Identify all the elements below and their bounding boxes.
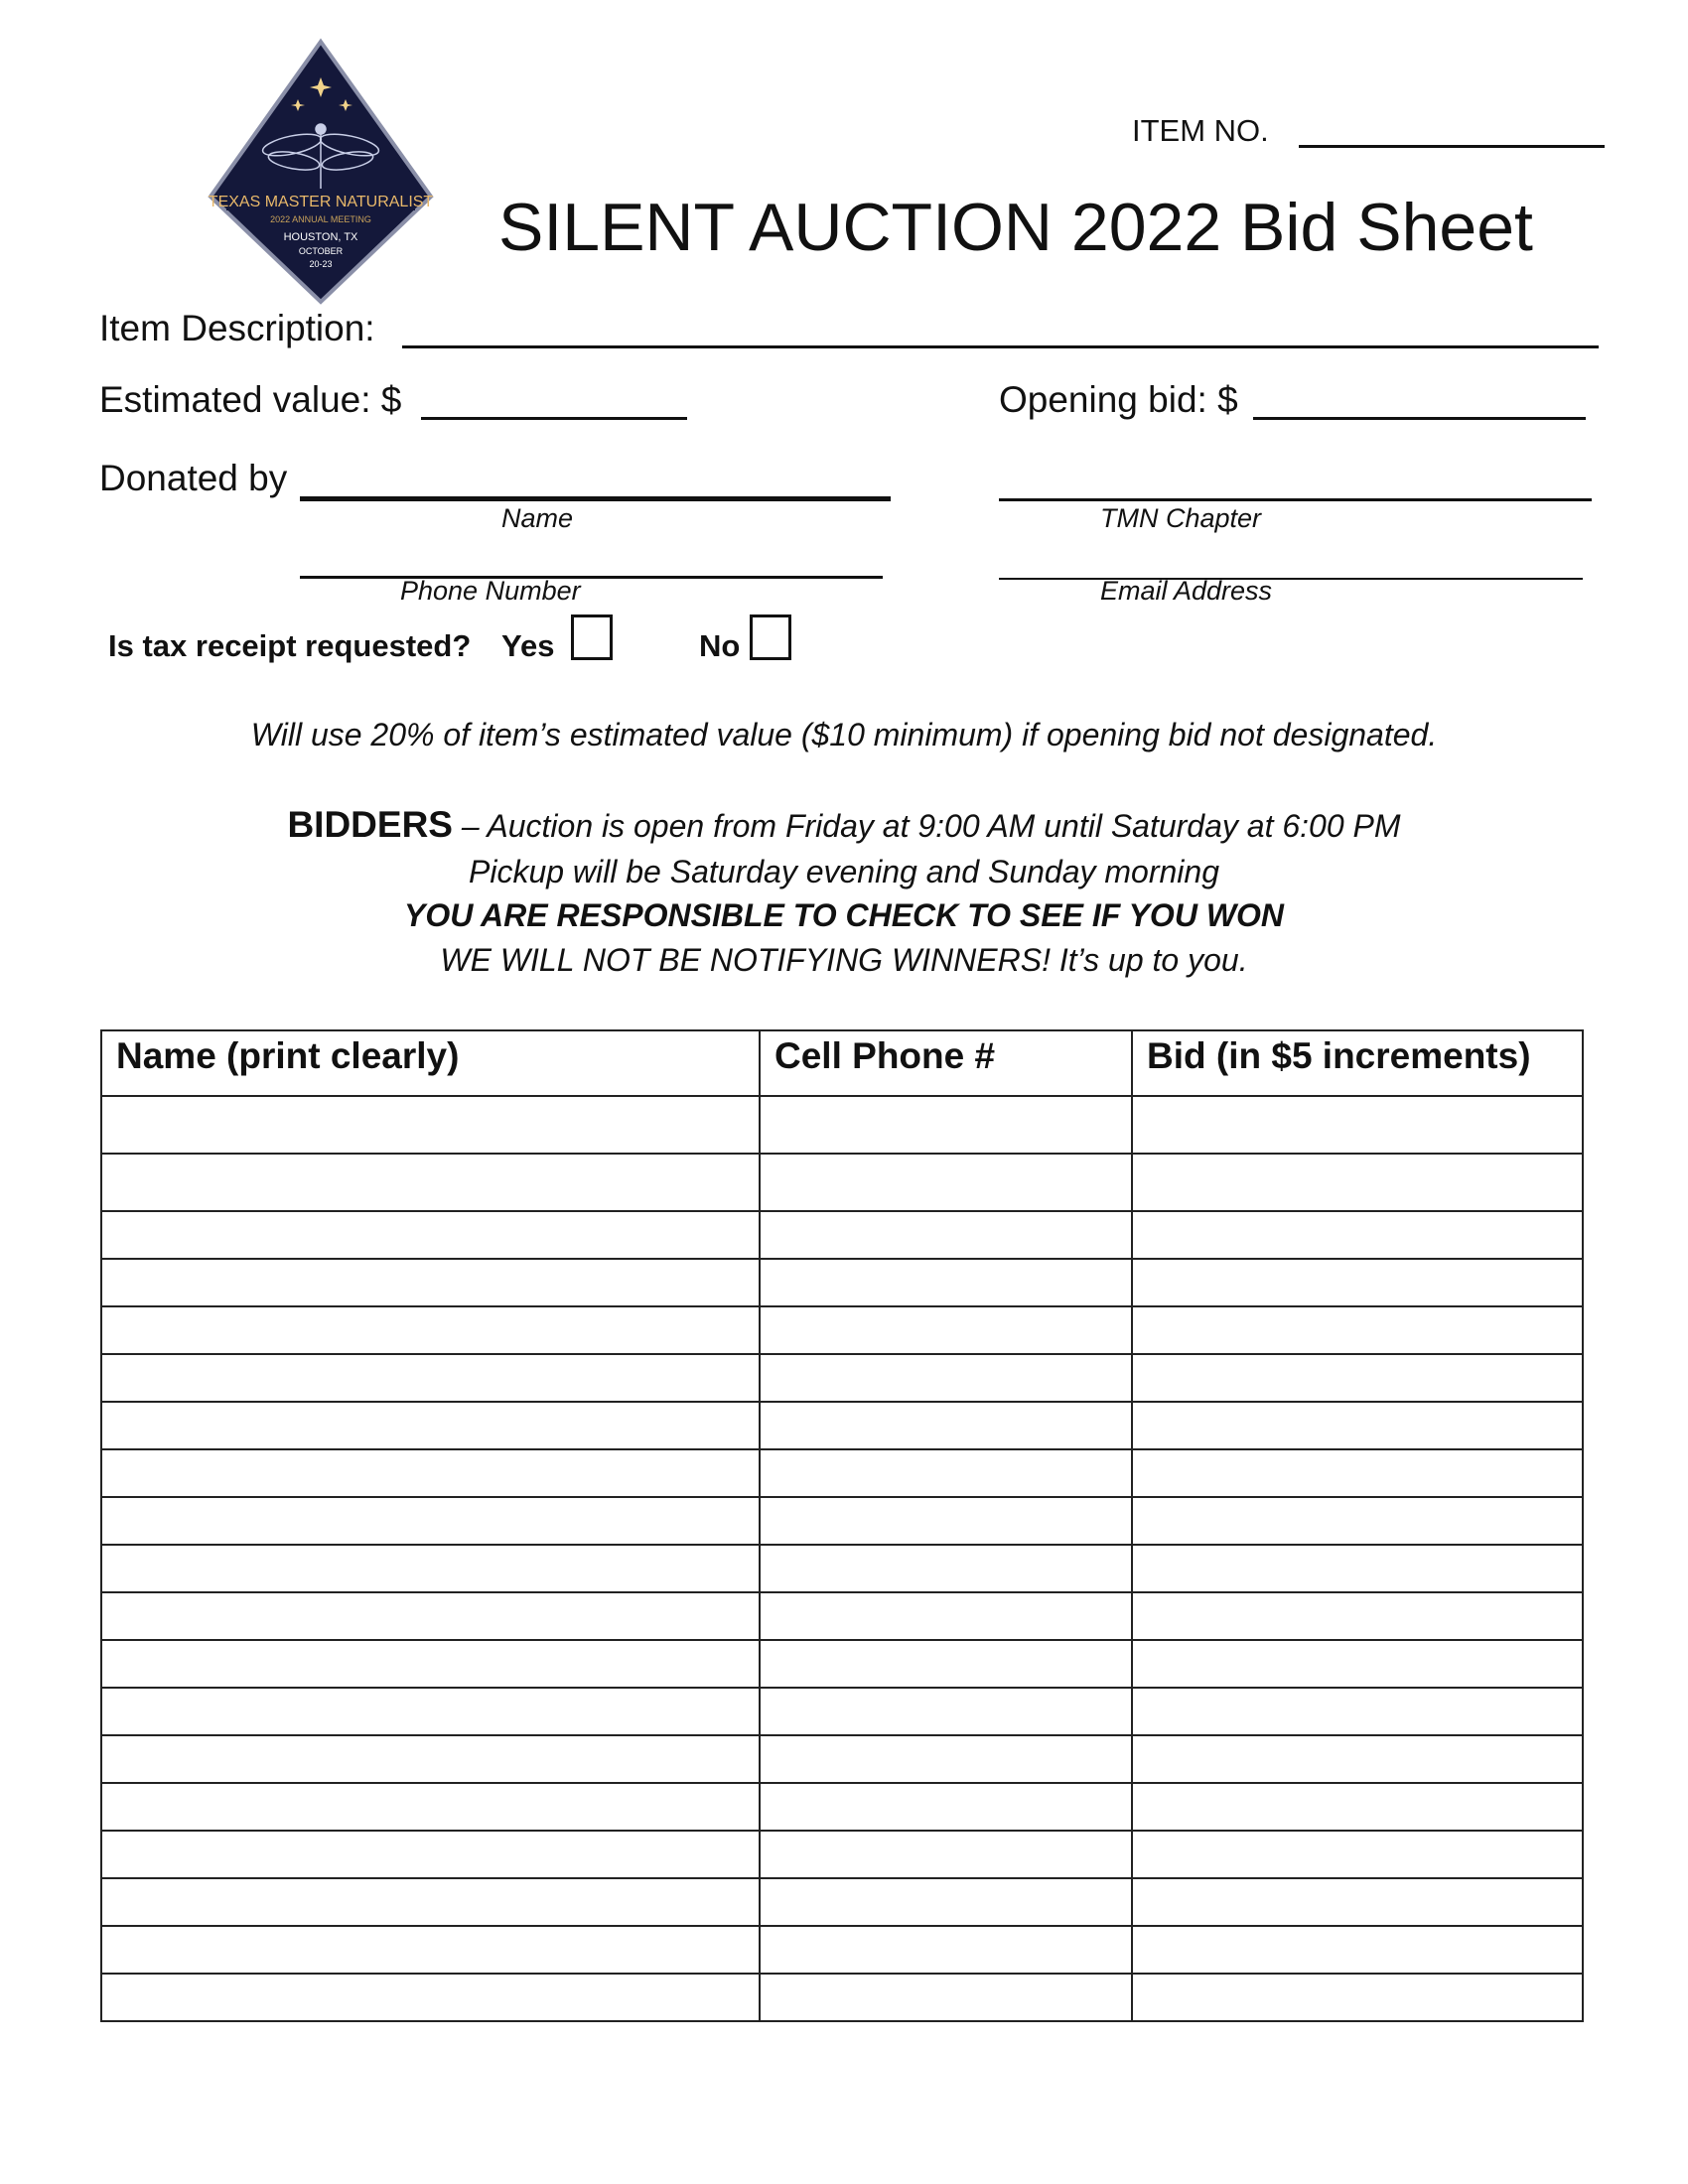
bidder-name-cell[interactable]: [101, 1640, 760, 1688]
table-row: [101, 1545, 1583, 1592]
cell-phone-cell[interactable]: [760, 1735, 1132, 1783]
bid-amount-cell[interactable]: [1132, 1402, 1583, 1449]
tax-yes-label: Yes: [501, 628, 555, 663]
tmn-chapter-line[interactable]: [999, 498, 1592, 501]
bidder-name-cell[interactable]: [101, 1402, 760, 1449]
bidder-name-cell[interactable]: [101, 1545, 760, 1592]
cell-phone-cell[interactable]: [760, 1449, 1132, 1497]
svg-text:HOUSTON, TX: HOUSTON, TX: [283, 231, 358, 243]
table-row: [101, 1974, 1583, 2021]
bidders-notice: [0, 804, 1688, 846]
item-description-line[interactable]: [402, 345, 1599, 348]
column-header-bid: Bid (in $5 increments): [1132, 1030, 1583, 1096]
bid-amount-cell[interactable]: [1132, 1096, 1583, 1154]
cell-phone-cell[interactable]: [760, 1211, 1132, 1259]
estimated-value-label: Estimated value: $: [99, 379, 402, 420]
cell-phone-cell[interactable]: [760, 1878, 1132, 1926]
column-header-name: Name (print clearly): [101, 1030, 760, 1096]
table-row: [101, 1926, 1583, 1974]
column-header-phone: Cell Phone #: [760, 1030, 1132, 1096]
cell-phone-cell[interactable]: [760, 1259, 1132, 1306]
tmn-logo: [207, 38, 435, 306]
bidder-name-cell[interactable]: [101, 1096, 760, 1154]
donated-by-label: Donated by: [99, 458, 288, 498]
page-title: SILENT AUCTION 2022 Bid Sheet: [498, 190, 1533, 265]
bid-amount-cell[interactable]: [1132, 1592, 1583, 1640]
bidder-name-cell[interactable]: [101, 1974, 760, 2021]
notify-notice: WE WILL NOT BE NOTIFYING WINNERS! It’s up to you.: [440, 942, 1248, 978]
tmn-chapter-caption: TMN Chapter: [1100, 503, 1262, 533]
table-row: [101, 1154, 1583, 1211]
phone-number-line[interactable]: [300, 576, 883, 579]
bidder-name-cell[interactable]: [101, 1306, 760, 1354]
cell-phone-cell[interactable]: [760, 1306, 1132, 1354]
cell-phone-cell[interactable]: [760, 1545, 1132, 1592]
tax-yes-checkbox[interactable]: [571, 614, 613, 660]
bid-amount-cell[interactable]: [1132, 1735, 1583, 1783]
bid-amount-cell[interactable]: [1132, 1545, 1583, 1592]
bidder-name-cell[interactable]: [101, 1735, 760, 1783]
estimated-value-line[interactable]: [421, 417, 687, 420]
logo-org-text: TEXAS MASTER NATURALIST: [208, 194, 434, 210]
bid-amount-cell[interactable]: [1132, 1306, 1583, 1354]
table-row: [101, 1096, 1583, 1154]
email-address-line[interactable]: [999, 578, 1583, 580]
bid-amount-cell[interactable]: [1132, 1259, 1583, 1306]
item-no-label: ITEM NO.: [1132, 113, 1269, 148]
cell-phone-cell[interactable]: [760, 1154, 1132, 1211]
table-row: [101, 1354, 1583, 1402]
svg-text:2022 ANNUAL MEETING: 2022 ANNUAL MEETING: [270, 214, 371, 224]
table-row: [101, 1640, 1583, 1688]
bid-amount-cell[interactable]: [1132, 1974, 1583, 2021]
bidder-name-cell[interactable]: [101, 1211, 760, 1259]
bid-amount-cell[interactable]: [1132, 1640, 1583, 1688]
cell-phone-cell[interactable]: [760, 1688, 1132, 1735]
item-description-label: Item Description:: [99, 308, 375, 348]
bidder-name-cell[interactable]: [101, 1497, 760, 1545]
donor-name-line[interactable]: [300, 496, 891, 501]
name-caption: Name: [501, 503, 574, 533]
bidder-name-cell[interactable]: [101, 1592, 760, 1640]
tax-no-checkbox[interactable]: [750, 614, 791, 660]
cell-phone-cell[interactable]: [760, 1402, 1132, 1449]
bid-amount-cell[interactable]: [1132, 1688, 1583, 1735]
bidders-text: – Auction is open from Friday at 9:00 AM until Saturday at 6:00 PM: [452, 808, 1401, 844]
bidder-name-cell[interactable]: [101, 1831, 760, 1878]
svg-text:20-23: 20-23: [309, 259, 333, 269]
bidder-name-cell[interactable]: [101, 1878, 760, 1926]
cell-phone-cell[interactable]: [760, 1592, 1132, 1640]
bid-amount-cell[interactable]: [1132, 1878, 1583, 1926]
opening-bid-line[interactable]: [1253, 417, 1586, 420]
table-header-row: [101, 1030, 1583, 1096]
table-row: [101, 1783, 1583, 1831]
bid-amount-cell[interactable]: [1132, 1831, 1583, 1878]
email-address-caption: Email Address: [1100, 576, 1273, 606]
bidder-name-cell[interactable]: [101, 1259, 760, 1306]
cell-phone-cell[interactable]: [760, 1096, 1132, 1154]
bid-table: [100, 1029, 1584, 2022]
bidders-heading: BIDDERS: [287, 804, 453, 845]
table-row: [101, 1402, 1583, 1449]
table-row: [101, 1831, 1583, 1878]
table-row: [101, 1592, 1583, 1640]
phone-number-caption: Phone Number: [400, 576, 581, 606]
table-row: [101, 1211, 1583, 1259]
table-row: [101, 1497, 1583, 1545]
table-row: [101, 1878, 1583, 1926]
bidder-name-cell[interactable]: [101, 1926, 760, 1974]
cell-phone-cell[interactable]: [760, 1497, 1132, 1545]
tax-no-label: No: [699, 628, 741, 663]
cell-phone-cell[interactable]: [760, 1354, 1132, 1402]
opening-bid-label: Opening bid: $: [999, 379, 1238, 420]
table-row: [101, 1735, 1583, 1783]
bidder-name-cell[interactable]: [101, 1783, 760, 1831]
bidder-name-cell[interactable]: [101, 1154, 760, 1211]
table-row: [101, 1306, 1583, 1354]
bid-amount-cell[interactable]: [1132, 1497, 1583, 1545]
svg-text:OCTOBER: OCTOBER: [298, 246, 344, 256]
pickup-notice: Pickup will be Saturday evening and Sunday morning: [468, 854, 1219, 889]
item-no-line[interactable]: [1299, 145, 1605, 148]
bid-amount-cell[interactable]: [1132, 1211, 1583, 1259]
cell-phone-cell[interactable]: [760, 1831, 1132, 1878]
bid-amount-cell[interactable]: [1132, 1354, 1583, 1402]
bid-amount-cell[interactable]: [1132, 1449, 1583, 1497]
opening-bid-note: Will use 20% of item’s estimated value ($10 minimum) if opening bid not designated.: [250, 717, 1438, 752]
cell-phone-cell[interactable]: [760, 1783, 1132, 1831]
table-row: [101, 1449, 1583, 1497]
bidder-name-cell[interactable]: [101, 1354, 760, 1402]
bidder-name-cell[interactable]: [101, 1688, 760, 1735]
bid-amount-cell[interactable]: [1132, 1154, 1583, 1211]
cell-phone-cell[interactable]: [760, 1640, 1132, 1688]
bid-amount-cell[interactable]: [1132, 1783, 1583, 1831]
responsible-notice: YOU ARE RESPONSIBLE TO CHECK TO SEE IF YOU WON: [403, 897, 1285, 933]
tax-receipt-label: Is tax receipt requested?: [108, 628, 472, 663]
table-row: [101, 1259, 1583, 1306]
bidder-name-cell[interactable]: [101, 1449, 760, 1497]
cell-phone-cell[interactable]: [760, 1974, 1132, 2021]
bid-amount-cell[interactable]: [1132, 1926, 1583, 1974]
table-row: [101, 1688, 1583, 1735]
cell-phone-cell[interactable]: [760, 1926, 1132, 1974]
